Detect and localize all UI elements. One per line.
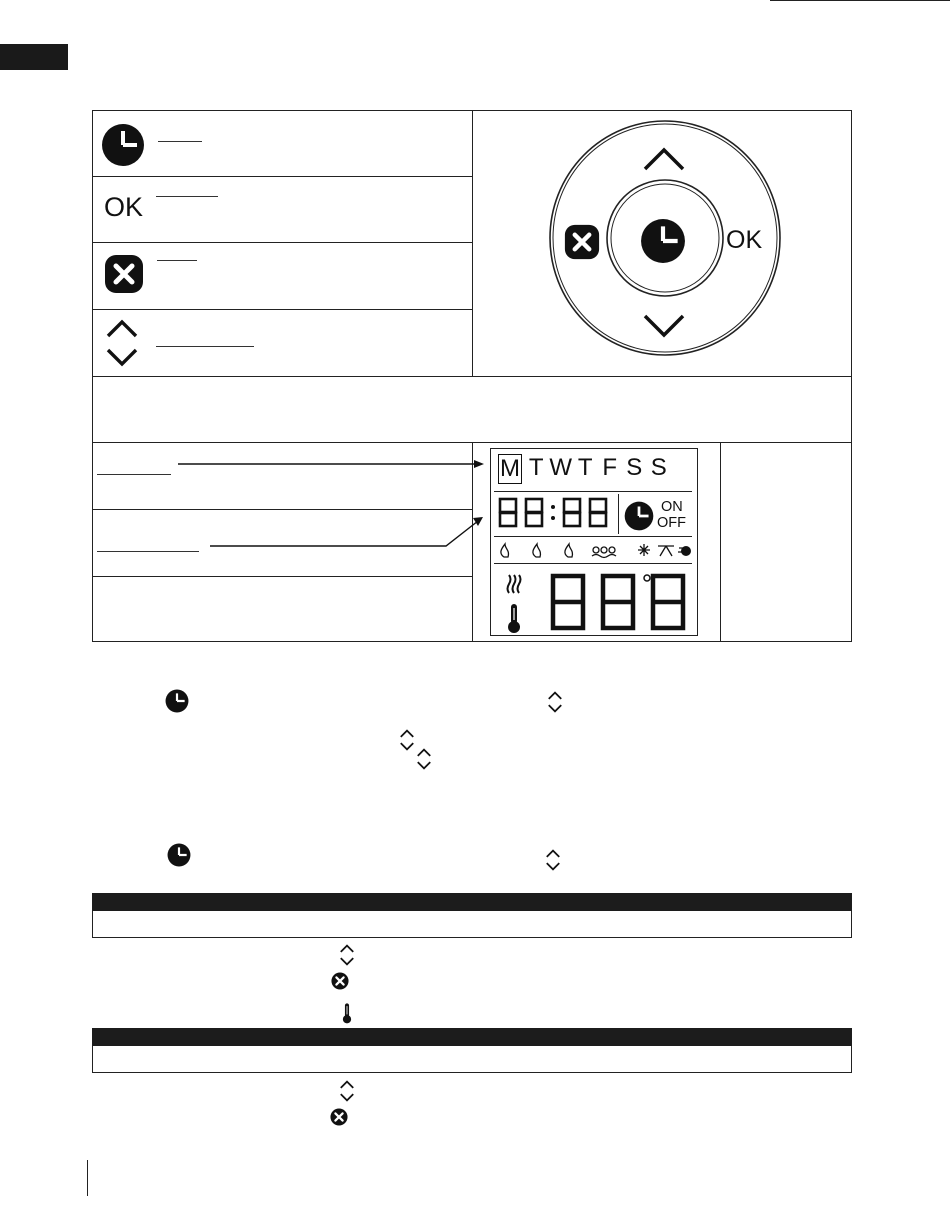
section-header-bar (92, 1028, 852, 1073)
up-down-arrows-icon (399, 727, 415, 753)
day-row (498, 454, 671, 484)
up-down-arrows-icon (545, 847, 561, 873)
temperature-segment-digits (545, 572, 695, 634)
up-down-arrows-icon (547, 689, 563, 715)
lcd-divider (494, 491, 692, 492)
cancel-x-icon (330, 1108, 348, 1126)
section-bar-body (92, 1046, 852, 1073)
clock-segment-digits (497, 496, 615, 530)
timer-pie-icon (165, 689, 189, 713)
heat-waves-icon (505, 573, 523, 595)
up-down-arrows-icon (339, 942, 355, 968)
legend-underline (97, 474, 171, 475)
day-sunday: S (650, 454, 667, 481)
day-saturday: S (626, 454, 643, 481)
section-bar-body (92, 911, 852, 938)
on-label: ON (661, 499, 683, 515)
flame-mode-icons (496, 540, 692, 560)
on-off-indicator (657, 499, 686, 531)
thermometer-icon (505, 602, 523, 634)
day-friday: F (602, 454, 618, 481)
ok-legend-label: OK (104, 192, 144, 222)
timer-pie-icon (167, 843, 191, 867)
day-wednesday: W (549, 454, 573, 481)
off-label: OFF (657, 515, 686, 531)
up-down-arrows-icon (339, 1078, 355, 1104)
section-header-bar (92, 893, 852, 938)
callout-arrows (0, 0, 950, 600)
section-bar-head (92, 1028, 852, 1046)
thermometer-icon (340, 1002, 354, 1024)
section-bar-head (92, 893, 852, 911)
up-down-arrows-icon (416, 746, 432, 772)
lcd-timer-pie-icon (624, 501, 654, 531)
cancel-x-icon (331, 972, 349, 990)
footer-rule (87, 1160, 88, 1196)
lcd-divider (618, 494, 619, 534)
dial-ok-button[interactable]: OK (726, 226, 763, 254)
day-tuesday: T (528, 454, 544, 481)
legend-underline (97, 551, 199, 552)
lcd-divider (494, 536, 692, 537)
day-thursday: T (577, 454, 593, 481)
lcd-divider (494, 563, 692, 564)
day-monday: M (500, 455, 520, 482)
